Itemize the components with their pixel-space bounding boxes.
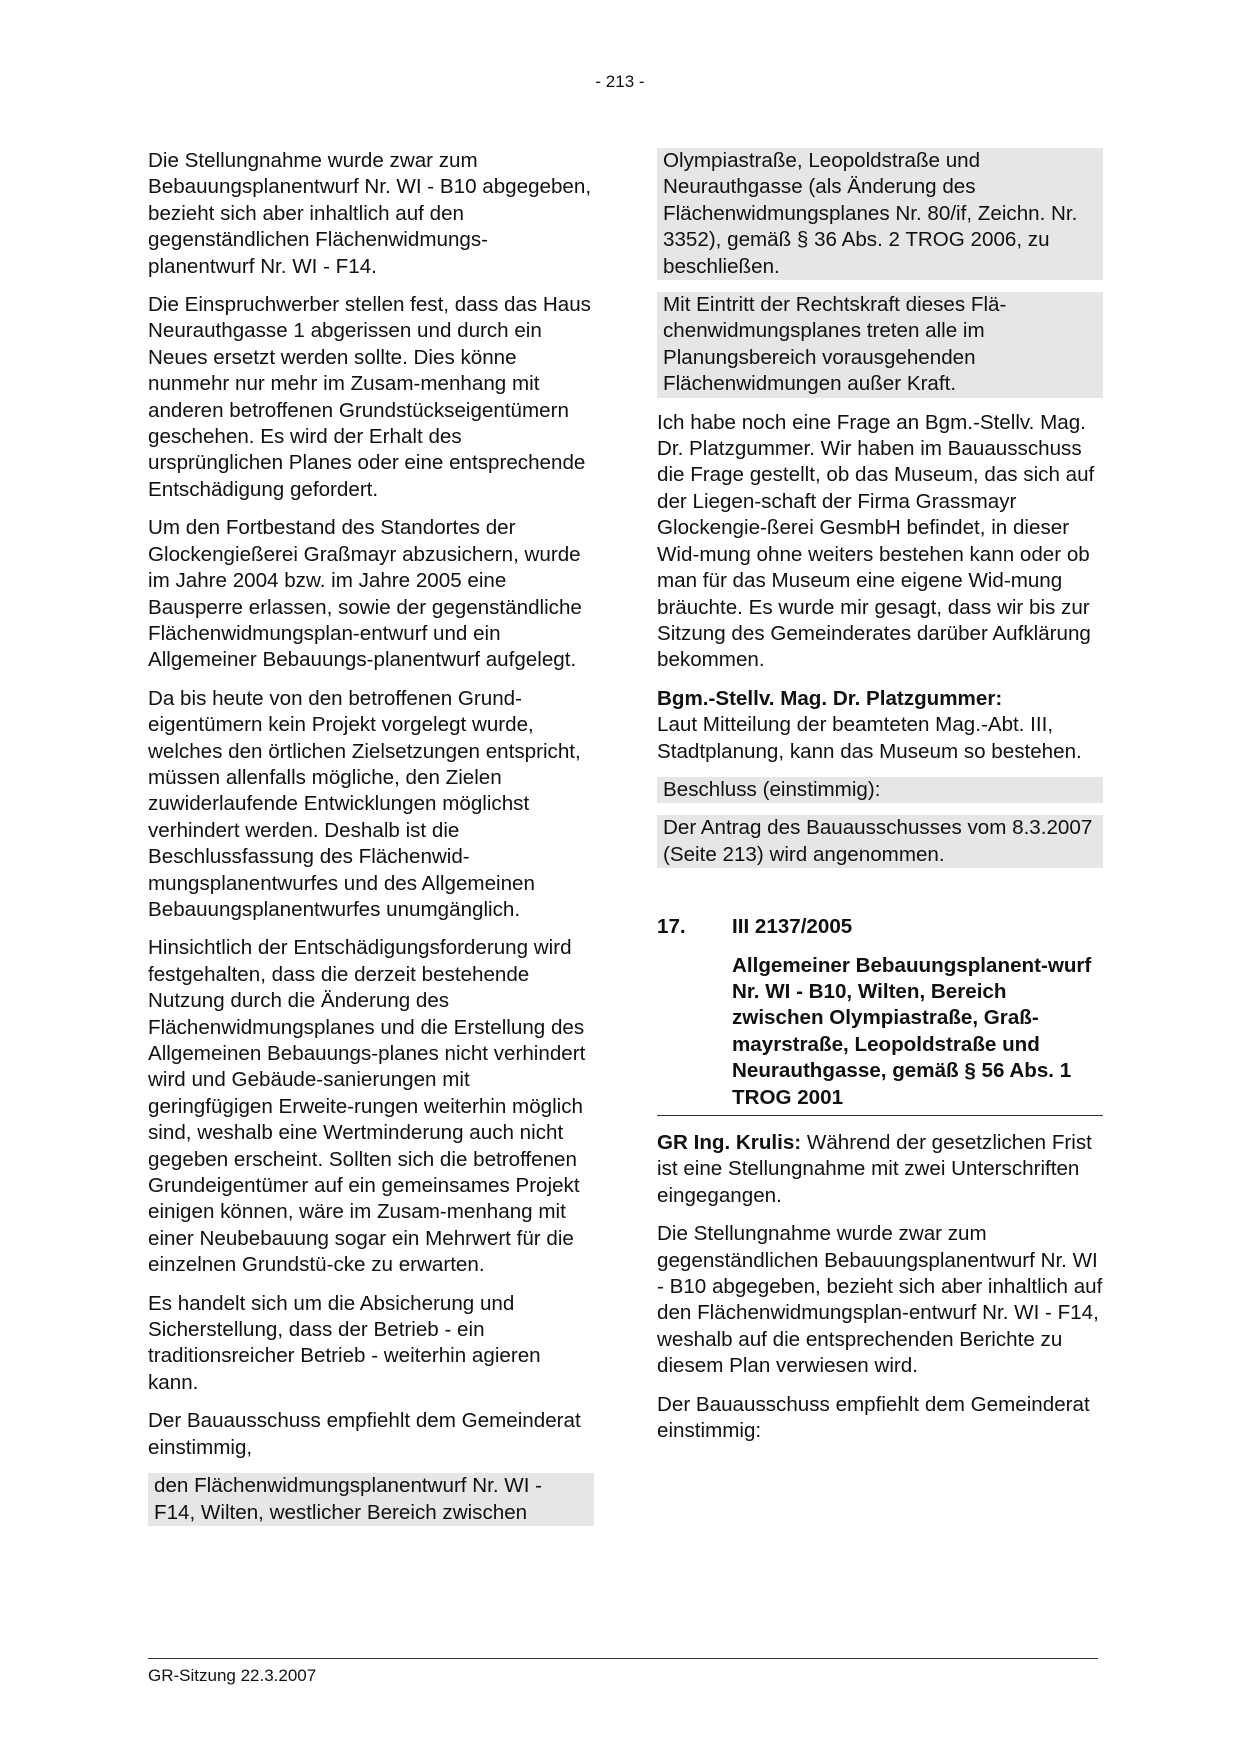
left-paragraph-7: Der Bauausschuss empfiehlt dem Gemeinderat einstimmig,: [148, 1409, 581, 1459]
right-paragraph-recommendation: Der Bauausschuss empfiehlt dem Gemeinderat einstimmig:: [657, 1392, 1090, 1443]
speaker-paragraph: [657, 1130, 1103, 1209]
right-column: [657, 148, 1103, 1456]
agenda-title: Allgemeiner Bebauungsplanent-wurf Nr. WI - B10, Wilten, Bereich zwischen Olympiastraße, Graß-mayrstraße, Leopoldstraße und Neurauthgasse, gemäß § 56 Abs. 1 TROG 2001: [657, 953, 1103, 1116]
resolution-label: Beschluss (einstimmig):: [657, 777, 1103, 803]
motion-effect-note: Mit Eintritt der Rechtskraft dieses Flä-chenwidmungsplanes treten alle im Planungsbereich vorausgehenden Flächenwidmungen außer Kraft.: [657, 292, 1103, 398]
left-paragraph-3: Um den Fortbestand des Standortes der Glockengießerei Graßmayr abzusichern, wurde im Jahre 2004 bzw. im Jahre 2005 eine Bausperre erlassen, sowie der gegenständliche Flächenwidmungsplan-entwurf und ein Allgemeiner Bebauungs-planentwurf aufgelegt.: [148, 516, 582, 672]
left-paragraph-5: Hinsichtlich der Entschädigungsforderung wird festgehalten, dass die derzeit bestehende Nutzung durch die Änderung des Flächenwidmungsplanes und die Erstellung des Allgemeinen Bebauungs-planes nicht verhindert wird und Gebäude-sanierungen mit geringfügigen Erweite-rungen weiterhin möglich sind, weshalb eine Wertminderung auch nicht gegeben erscheint. Sollten sich die betroffenen Grundeigentümer auf ein gemeinsames Projekt einigen können, wäre im Zusam-menhang mit einer Neubebauung sogar ein Mehrwert für die einzelnen Grundstü-cke zu erwarten.: [148, 936, 586, 1277]
footer-divider: [148, 1658, 1098, 1659]
left-paragraph-4: Da bis heute von den betroffenen Grund-eigentümern kein Projekt vorgelegt wurde, welches den örtlichen Zielsetzungen entspricht, müssen allenfalls mögliche, den Zielen zuwiderlaufende Entwicklungen möglichst verhindert werden. Deshalb ist die Beschlussfassung des Flächenwid-mungsplanentwurfes und des Allgemeinen Bebauungsplanentwurfes unumgänglich.: [148, 686, 581, 921]
left-paragraph-2: Die Einspruchwerber stellen fest, dass das Haus Neurauthgasse 1 abgerissen und durch ein Neues ersetzt werden sollte. Dies könne nunmehr nur mehr im Zusam-menhang mit anderen betroffenen Grundstückseigentümern geschehen. Es wird der Erhalt des ursprünglichen Planes oder eine entsprechende Entschädigung gefordert.: [148, 293, 591, 501]
motion-text-start: den Flächenwidmungsplanentwurf Nr. WI - F14, Wilten, westlicher Bereich zwischen: [148, 1473, 594, 1526]
speaker-name-2: GR Ing. Krulis:: [657, 1131, 802, 1154]
speaker-text: Während der gesetzlichen Frist ist eine Stellungnahme mit zwei Unterschriften eingegangen.: [657, 1131, 1092, 1207]
answer-text: Laut Mitteilung der beamteten Mag.-Abt. III, Stadtplanung, kann das Museum so bestehen.: [657, 713, 1082, 763]
page-number: - 213 -: [595, 72, 645, 91]
footer-text: GR-Sitzung 22.3.2007: [148, 1666, 317, 1685]
agenda-number: 17.: [657, 915, 686, 939]
left-paragraph-6: Es handelt sich um die Absicherung und Sicherstellung, dass der Betrieb - ein traditionsreicher Betrieb - weiterhin agieren kann.: [148, 1291, 541, 1394]
motion-text-continued: Olympiastraße, Leopoldstraße und Neurauthgasse (als Änderung des Flächenwidmungsplanes Nr. 80/if, Zeichn. Nr. 3352), gemäß § 36 Abs. 2 TROG 2006, zu beschließen.: [657, 148, 1103, 280]
speaker-name: Bgm.-Stellv. Mag. Dr. Platzgummer:: [657, 686, 1003, 710]
question-paragraph: Ich habe noch eine Frage an Bgm.-Stellv. Mag. Dr. Platzgummer. Wir haben im Bauausschuss die Frage gestellt, ob das Museum, das sich auf der Liegen-schaft der Firma Grassmayr Glockengie-ßerei GesmbH befindet, in dieser Wid-mung ohne weiters bestehen kann oder ob man für das Museum eine eigene Wid-mung bräuchte. Es wurde mir gesagt, dass wir bis zur Sitzung des Gemeinderates darüber Aufklärung bekommen.: [657, 410, 1095, 672]
left-column: [148, 148, 594, 1538]
agenda-reference: III 2137/2005: [732, 915, 853, 939]
right-paragraph-statement: Die Stellungnahme wurde zwar zum gegenständlichen Bebauungsplanentwurf Nr. WI - B10 abgegeben, bezieht sich aber inhaltlich auf den Flächenwidmungsplan-entwurf Nr. WI - F14, weshalb auf die entsprechenden Berichte zu diesem Plan verwiesen wird.: [657, 1222, 1103, 1378]
agenda-header: [657, 914, 1103, 940]
agenda-item: [657, 914, 1103, 1116]
left-paragraph-1: Die Stellungnahme wurde zwar zum Bebauungsplanentwurf Nr. WI - B10 abgegeben, bezieht sich aber inhaltlich auf den gegenständlichen Flächenwidmungs-planentwurf Nr. WI - F14.: [148, 149, 592, 278]
resolution-text: Der Antrag des Bauausschusses vom 8.3.2007 (Seite 213) wird angenommen.: [657, 815, 1103, 868]
answer-paragraph: [657, 686, 1103, 765]
